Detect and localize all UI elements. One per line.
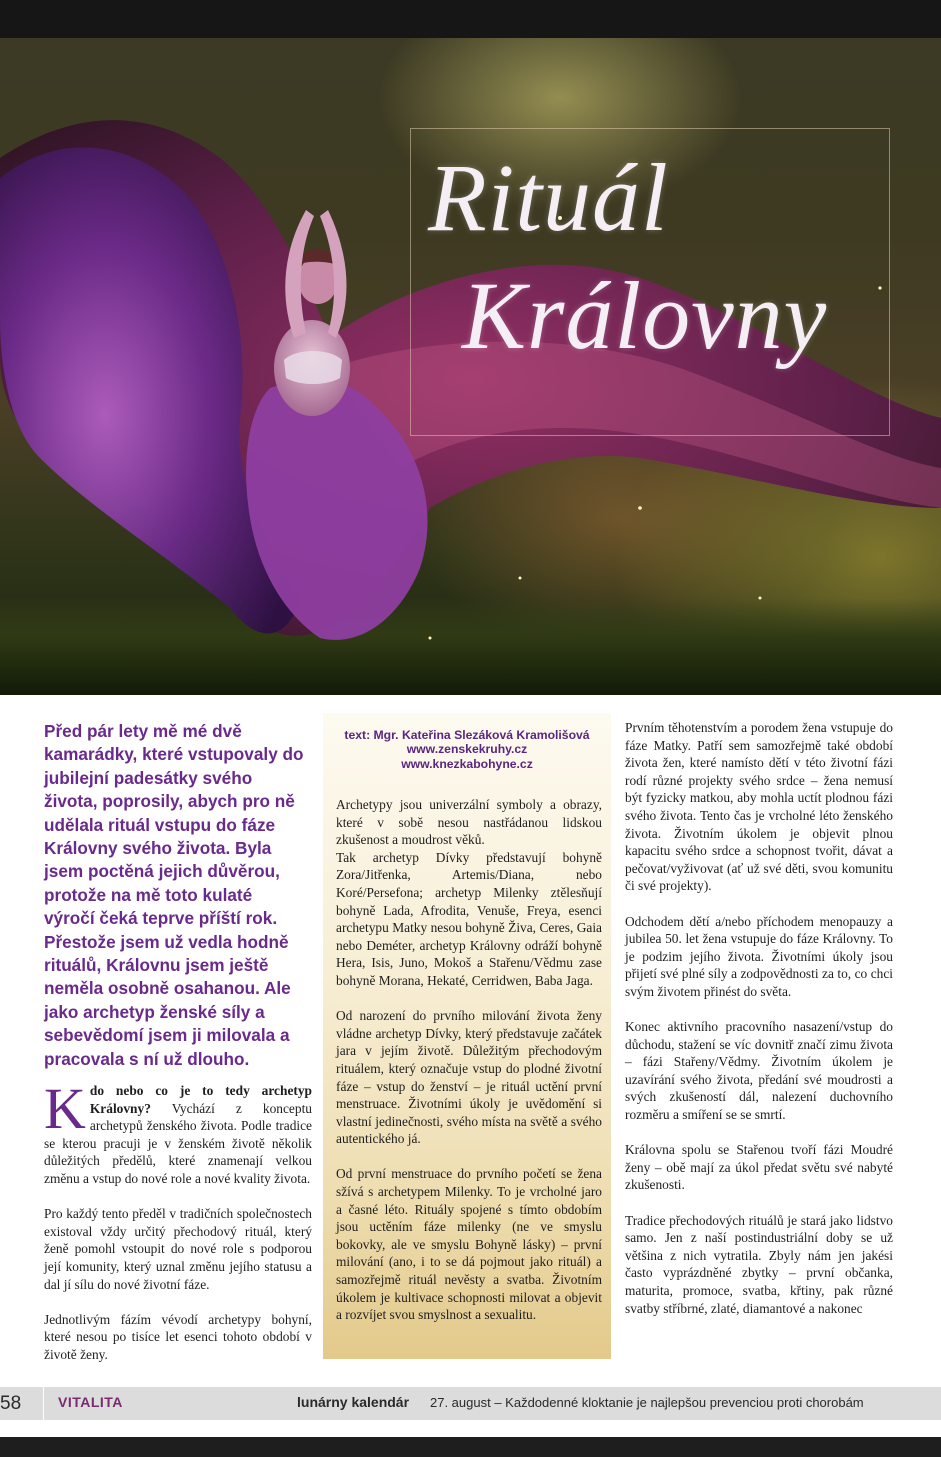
column-2 <box>336 796 602 1341</box>
col3-paragraph-4: Královna spolu se Stařenou tvoří fázi Moudré ženy – obě mají za úkol předat světu své nabyté zkušenosti. <box>625 1142 893 1193</box>
title-line-1: Rituál <box>428 144 669 251</box>
col2-paragraph-1: Archetypy jsou univerzální symboly a obrazy, které v sobě nesou nastřádanou lidskou zkušenost a moudrost věků. <box>336 797 602 848</box>
col1-paragraph-1-text: Vychází z konceptu archetypů ženského života. Podle tradice se kterou pracuji je v ženském životě několik důležitých předělů, které znamenají velkou změnu a vstup do nové role a nové kvality života. <box>44 1100 312 1186</box>
magazine-page <box>0 38 941 1437</box>
website-link-2[interactable]: www.knezkabohyne.cz <box>401 756 533 771</box>
daily-tip: 27. august – Každodenné kloktanie je najlepšou prevenciou proti chorobám <box>430 1395 864 1410</box>
drop-cap: K <box>44 1076 86 1141</box>
col3-paragraph-2: Odchodem dětí a/nebo příchodem menopauzy a jubilea 50. let žena vstupuje do fáze Královny. To je podzim jejího života. Životními úkoly jsou přijetí své plné síly a zodpovědnosti za to, co chci svým životem přinést do světa. <box>625 913 893 999</box>
col2-paragraph-2: Tak archetyp Dívky představují bohyně Zora/Jitřenka, Artemis/Diana, nebo Koré/Persefona; archetyp Milenky ztělesňují bohyně Lada, Afrodita, Venuše, Freya, esenci archetypu Matky nesou bohyně Živa, Ceres, Gaia nebo Deméter, archetyp Královny odráží bohyně Hera, Isis, Juno, Mokoš a Stařenu/Vědmu zase bohyně Morana, Hekaté, Cerridwen, Baba Jaga. <box>336 849 602 988</box>
col1-lead-question: do nebo co je to tedy archetyp Královny? <box>89 1083 312 1116</box>
col1-paragraph-1 <box>44 1076 312 1188</box>
author-name: text: Mgr. Kateřina Slezáková Kramolišová <box>344 728 590 742</box>
magazine-name: VITALITA <box>58 1394 123 1410</box>
col2-paragraph-4: Od první menstruace do prvního početí se žena sžívá s archetypem Milenky. To je vrcholné jaro a časné léto. Rituály spojené s tímto obdobím jsou uctěním fáze milenky (ne ve smyslu bokovky, ale ve smyslu Bohyně lásky) – první milování (ano, i to se dá pojmout jako rituál) a samozřejmě rituál nevěsty a svatba. Životním úkolem je kultivace schopnosti milovat a objevit a rozvíjet svou smyslnost a sexualitu. <box>336 1166 602 1323</box>
calendar-label: lunárny kalendár <box>297 1394 410 1410</box>
footer-divider <box>43 1387 44 1420</box>
author-credit <box>323 728 611 771</box>
viewer-top-bar <box>0 0 941 38</box>
col3-paragraph-5: Tradice přechodových rituálů je stará jako lidstvo samo. Jen z naší postindustriální doby se už většina z nich vytratila. Zbyly nám jen jakési často vyprázdněné zbytky – první občanka, maturita, promoce, svatba, křtiny, pak různé svatby stříbrné, zlaté, diamantové a nakonec <box>625 1212 893 1316</box>
col3-paragraph-1: Prvním těhotenstvím a porodem žena vstupuje do fáze Matky. Patří sem samozřejmě také období života žen, které namísto dětí v této životní fázi rodí různé projekty svého srdce – žena nemusí být fyzicky matkou, aby mohla uctít plodnou fázi svého života. Tento čas je vrcholné léto ženského života. Životním úkolem je objevit plnou kapacitu svého srdce a schopnost tvořit, dávat a pečovat/vyživovat (ať už své děti, svou komunitu či své projekty). <box>625 720 893 894</box>
column-3 <box>625 719 893 1335</box>
col1-paragraph-2: Pro každý tento předěl v tradičních společnostech existoval vždy určitý přechodový rituál, který ženě pomohl vstoupit do nové role s podporou její komunity, který uznal změnu jejího statusu a dal jí sílu do nové životní fáze. <box>44 1206 312 1292</box>
page-footer <box>0 1387 941 1420</box>
col3-paragraph-3: Konec aktivního pracovního nasazení/vstup do důchodu, stažení se víc dovnitř značí zimu života – fázi Stařeny/Vědmy. Životním úkolem je uzavírání svého života, předání své moudrosti a svých zkušeností dál, nalezení duchovního rozměru a smíření se se smrtí. <box>625 1019 893 1123</box>
viewer-bottom-bar <box>0 1437 941 1457</box>
article-title <box>428 144 898 369</box>
col2-paragraph-3: Od narození do prvního milování života ženy vládne archetyp Dívky, který představuje začátek jara v jejím životě. Důležitým přechodovým rituálem, který označuje vstup do plodné životní fáze – vstup do ženství – je rituál uctění první menstruace. Životními úkoly je uvědomění si vlastní jedinečnosti, svého místa na světě a svého autentického já. <box>336 1008 602 1147</box>
title-line-2: Královny <box>462 262 828 369</box>
hero-photo <box>0 38 941 695</box>
website-link-1[interactable]: www.zenskekruhy.cz <box>406 742 528 757</box>
col1-paragraph-3: Jednotlivým fázím vévodí archetypy bohyní, které nesou po tisíce let esenci tohoto období v životě ženy. <box>44 1311 312 1362</box>
column-1 <box>44 1076 312 1381</box>
page-number: 58 <box>0 1393 22 1414</box>
lead-paragraph: Před pár lety mě mé dvě kamarádky, které vstupovaly do jubilejní padesátky svého života, poprosily, abych pro ně udělala rituál vstupu do fáze Královny svého života. Byla jsem poctěná jejich důvěrou, protože na mě toto kulaté výročí čeká teprve příští rok. Přestože jsem už vedla hodně rituálů, Královnu jsem ještě neměla osobně osahanou. Ale jako archetyp ženské síly a sebevědomí jsem ji milovala a pracovala s ní už dlouho. <box>44 721 304 1069</box>
